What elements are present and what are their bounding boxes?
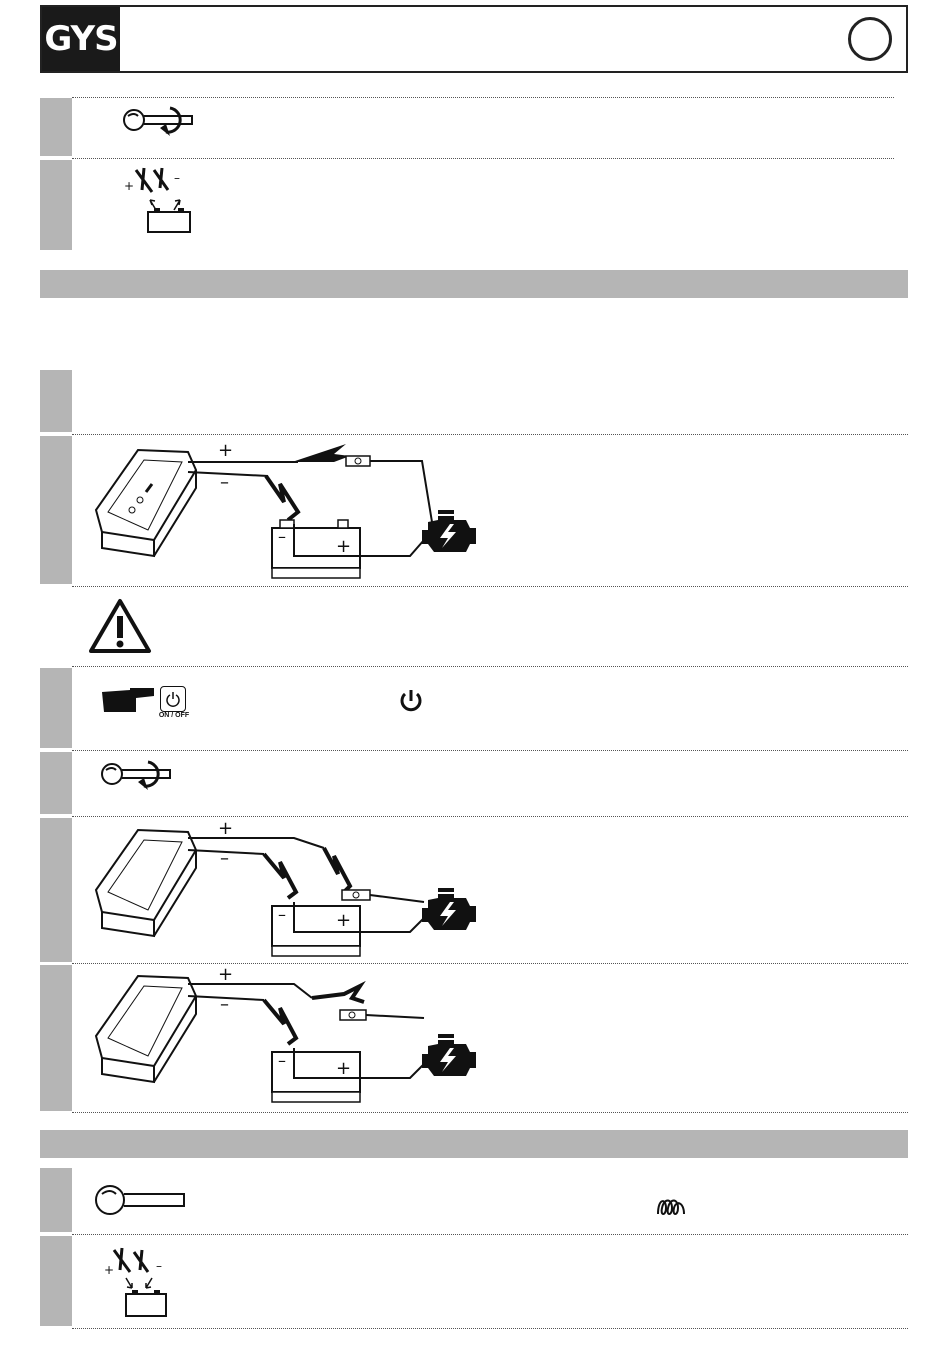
divider [72,816,908,817]
step-tab [40,752,72,814]
svg-text:+: + [336,536,352,557]
step-tab [40,160,72,250]
step-tab [40,1236,72,1326]
page-header [40,5,908,73]
pointing-hand-icon [100,686,156,716]
section-bar [40,270,908,298]
divider [72,1234,908,1235]
step-tab [40,1168,72,1232]
divider [72,97,894,98]
key-turn-icon [100,758,180,798]
power-icon [398,688,424,714]
divider [72,586,908,587]
plus-label: + [218,964,234,985]
step-tab [40,370,72,432]
divider [72,158,894,159]
step-tab [40,668,72,748]
divider [72,963,908,964]
section-bar [40,1130,908,1158]
language-indicator-circle [848,17,892,61]
minus-label: – [220,994,229,1015]
divider [72,1328,908,1329]
divider [72,1112,908,1113]
svg-text:+: + [104,1263,115,1277]
step-tab [40,818,72,962]
connection-diagram-3 [88,966,488,1111]
svg-text:–: – [278,905,286,924]
svg-text:–: – [278,527,286,546]
svg-text:+: + [336,1058,352,1079]
preheat-coil-icon [656,1194,686,1218]
on-off-label: ON / OFF [158,712,190,719]
step-tab [40,98,72,156]
clamps-remove-icon [124,166,194,236]
divider [72,750,908,751]
connection-diagram-2 [88,820,488,965]
clamps-connect-icon [104,1246,174,1320]
step-tab [40,965,72,1111]
connection-diagram-1 [88,440,488,585]
gys-logo [42,7,120,71]
minus-label: – [220,848,229,869]
plus-label: + [218,818,234,839]
plus-label: + [218,440,234,461]
key-icon [94,1180,186,1220]
svg-text:–: – [278,1051,286,1070]
svg-text:+: + [336,910,352,931]
step-tab [40,436,72,584]
svg-text:–: – [156,1259,162,1273]
minus-label: – [220,472,229,493]
svg-text:–: – [174,171,180,185]
engine-icon [422,888,476,930]
on-off-button-icon [160,686,186,712]
divider [72,666,908,667]
svg-text:+: + [124,179,135,193]
key-turn-icon [122,104,202,144]
divider [72,434,908,435]
logo-text: GYS [44,19,118,59]
engine-icon [422,1034,476,1076]
warning-triangle-icon [88,598,152,654]
